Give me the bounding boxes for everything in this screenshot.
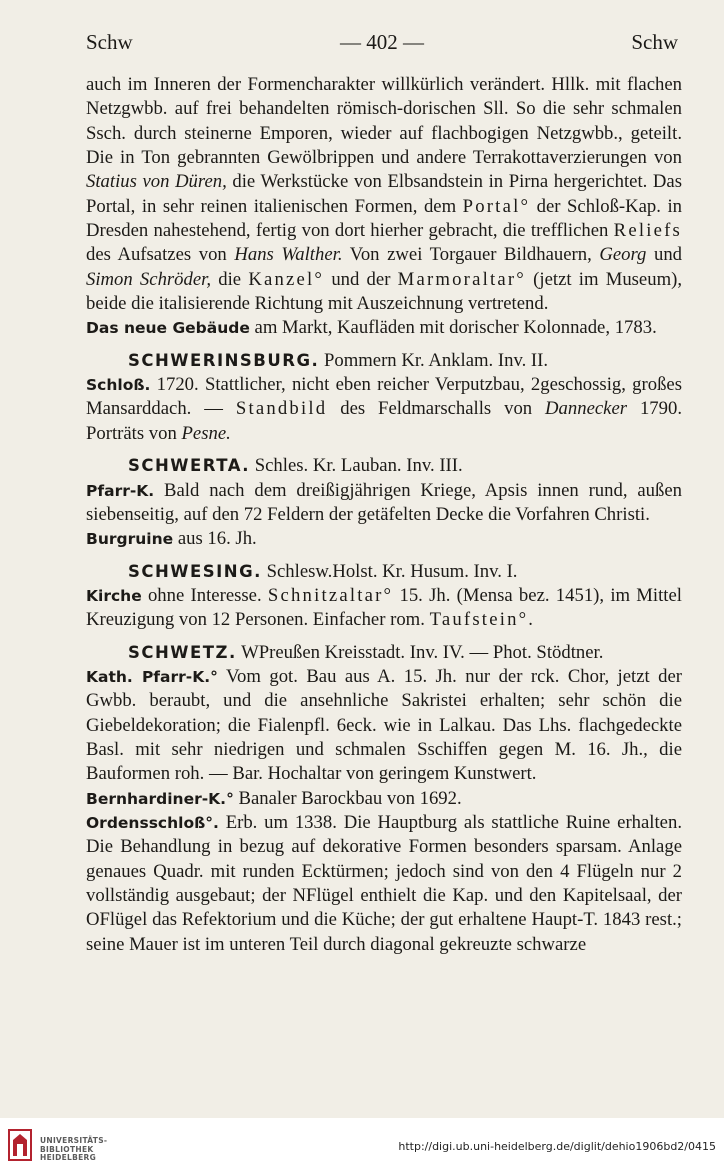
paragraph: Kirche ohne Interesse. Schnitzaltar° 15. Jh. (Mensa bez. 1451), im Mittel Kreuzigung von 12 Personen. Einfacher rom. Taufstein°.: [86, 584, 682, 631]
place-heading: SCHWETZ. WPreußen Kreisstadt. Inv. IV. — Phot. Stödtner.: [128, 641, 604, 663]
page-header: [86, 30, 678, 58]
viewer-footer: [0, 1118, 724, 1175]
library-logo: [8, 1128, 148, 1168]
library-seal-icon: [8, 1128, 34, 1164]
body-text: [86, 73, 682, 957]
paragraph: Bernhardiner-K.° Banaler Barockbau von 1692.: [86, 787, 462, 809]
entry-label: Bernhardiner-K.°: [86, 789, 234, 808]
paragraph: Burgruine aus 16. Jh.: [86, 528, 257, 550]
place-heading: SCHWESING. Schlesw.Holst. Kr. Husum. Inv. I.: [128, 560, 518, 582]
paragraph: Schloß. 1720. Stattlicher, nicht eben reicher Verputzbau, 2geschossig, großes Mansarddach. — Standbild des Feldmarschalls von Dannecker 1790. Porträts von Pesne.: [86, 374, 682, 444]
place-heading: SCHWERINSBURG. Pommern Kr. Anklam. Inv. II.: [128, 349, 549, 371]
header-right: Schw: [631, 30, 678, 54]
header-left: Schw: [86, 30, 133, 54]
entry-label: Schloß.: [86, 376, 151, 395]
paragraph: Pfarr-K. Bald nach dem dreißigjährigen Kriege, Apsis innen rund, außen siebenseitig, auf den 72 Feldern der getäfelten Decke die Vorfahren Christi.: [86, 479, 682, 525]
entry-label: Burgruine: [86, 530, 174, 549]
library-name: UNIVERSITÄTS- BIBLIOTHEK HEIDELBERG: [40, 1136, 108, 1162]
paragraph: auch im Inneren der Formencharakter willkürlich verändert. Hllk. mit flachen Netzgwbb. auf frei behandelten römisch-dorischen Sll. So die sehr schmalen Ssch. durch steinerne Emporen, wieder auf flachbogigen Netzgwbb., geteilt. Die in Ton gebrannten Gewölbrippen und andere Terrakottaverzierungen von Statius von Düren, die Werkstücke von Elbsandstein in Pirna hergerichtet. Das Portal, in sehr reinen italienischen Formen, dem Portal° der Schloß-Kap. in Dresden nahestehend, fertig von dort hierher gebracht, die trefflichen Reliefs des Aufsatzes von Hans Walther. Von zwei Torgauer Bildhauern, Georg und Simon Schröder, die Kanzel° und der Marmoraltar° (jetzt im Museum), beide die italisierende Richtung mit Auszeichnung vertretend.: [86, 74, 683, 315]
permalink[interactable]: http://digi.ub.uni-heidelberg.de/diglit/dehio1906bd2/0415: [398, 1140, 716, 1153]
entry-label: Das neue Gebäude: [86, 319, 250, 338]
place-heading: SCHWERTA. Schles. Kr. Lauban. Inv. III.: [128, 455, 463, 477]
paragraph: Ordensschloß°. Erb. um 1338. Die Hauptburg als stattliche Ruine erhalten. Die Behandlung in bezug auf dekorative Formen besonders sparsam. Anlage genaues Quadr. mit runden Ecktürmen; jedoch sind von den 4 Flügeln nur 2 vollständig ausgebaut; der NFlügel enthielt die Kap. und den Kapitelsaal, der OFlügel das Refektorium und die Küche; der gut erhaltene Haupt-T. 1843 rest.; seine Mauer ist im unteren Teil durch diagonal gekreuzte schwarze: [86, 811, 682, 955]
paragraph: Kath. Pfarr-K.° Vom got. Bau aus A. 15. Jh. nur der rck. Chor, jetzt der Gwbb. beraubt, und die ansehnliche Sakristei erhalten; sehr schön die Giebeldekoration; die Fialenpfl. 6eck. wie in Lalkau. Das Lhs. flachgedeckte Basl. mit sehr niedrigen und schmalen Sschiffen gegen M. 16. Jh., die Bauformen roh. — Bar. Hochaltar von geringem Kunstwert.: [86, 665, 682, 785]
entry-label: Ordensschloß°.: [86, 813, 219, 832]
entry-label: Kath. Pfarr-K.°: [86, 667, 218, 686]
entry-label: Kirche: [86, 586, 142, 605]
paragraph: Das neue Gebäude am Markt, Kaufläden mit dorischer Kolonnade, 1783.: [86, 317, 657, 339]
page-number: — 402 —: [340, 30, 424, 54]
entry-label: Pfarr-K.: [86, 481, 155, 500]
